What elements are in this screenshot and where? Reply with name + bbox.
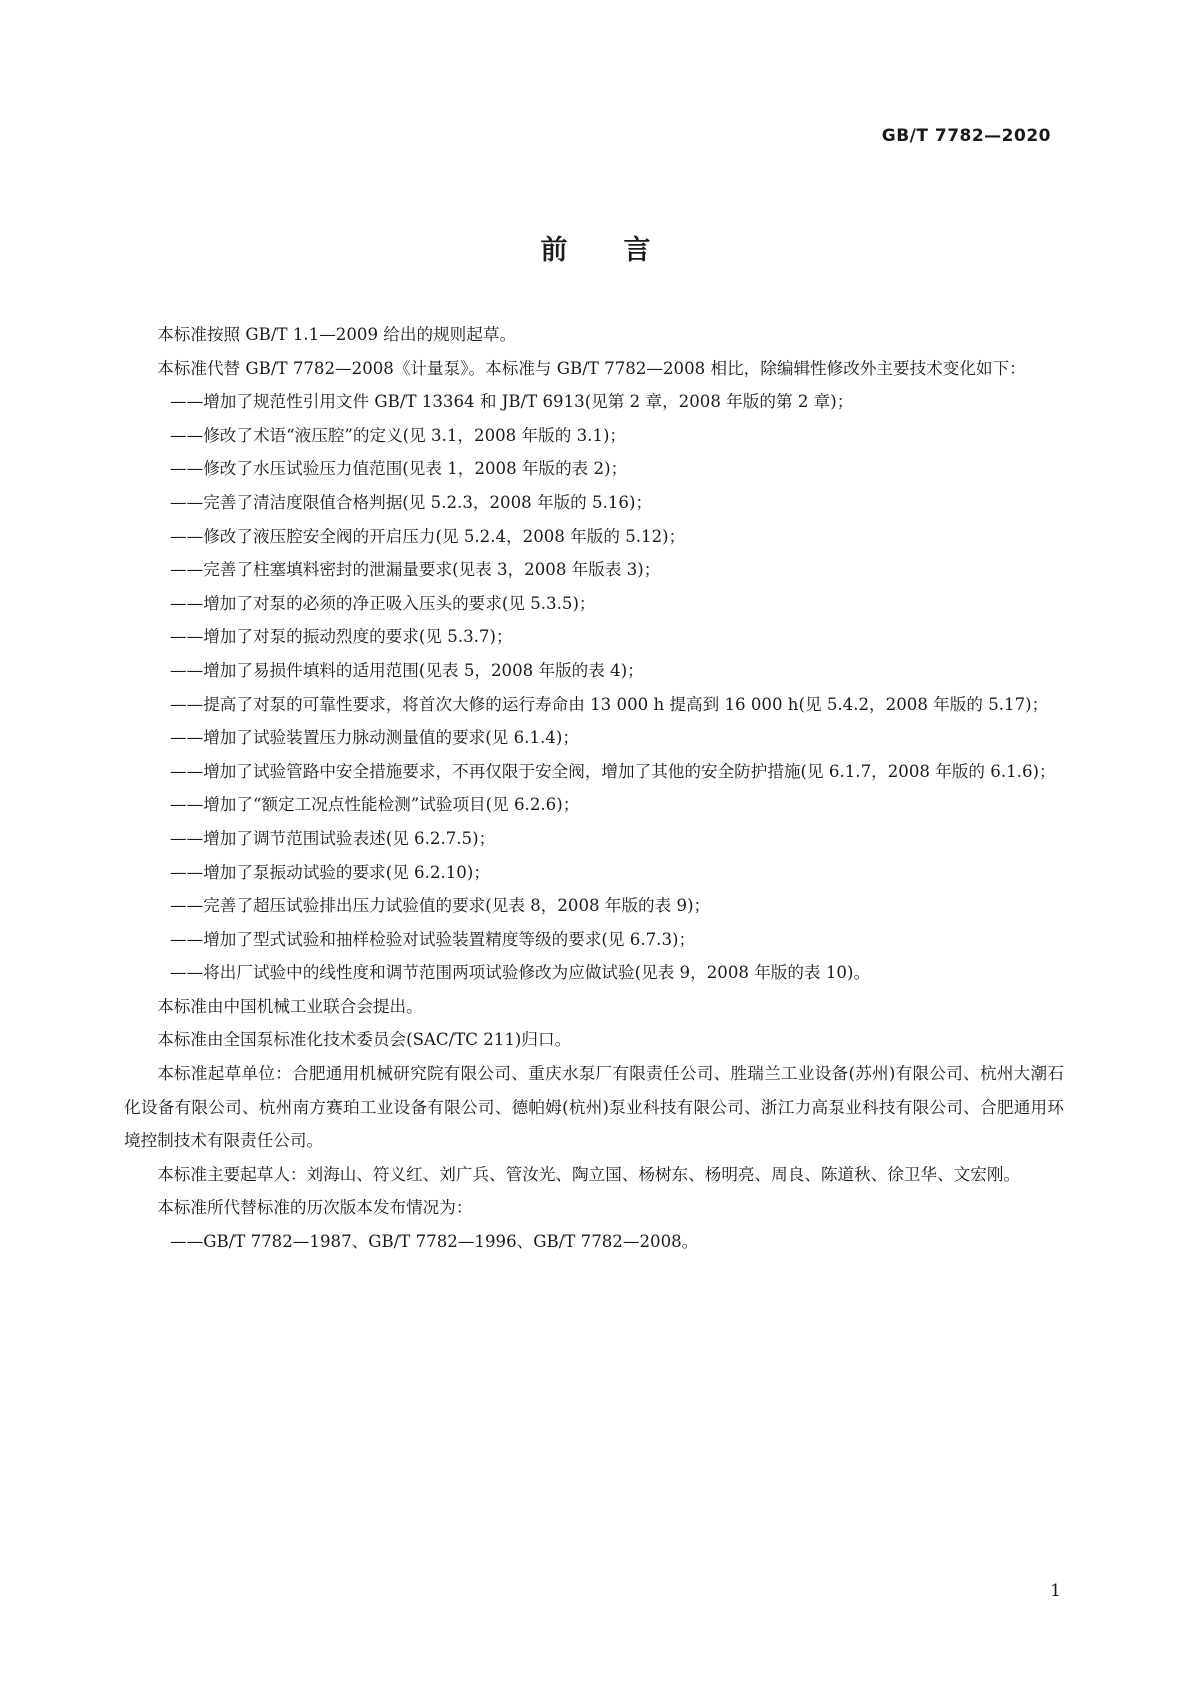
list-item: ——增加了对泵的振动烈度的要求(见 5.3.7)；: [170, 627, 513, 647]
paragraph: 本标准由全国泵标准化技术委员会(SAC/TC 211)归口。: [157, 1030, 572, 1050]
list-item: ——完善了柱塞填料密封的泄漏量要求(见表 3，2008 年版表 3)；: [170, 560, 661, 580]
list-item: ——修改了液压腔安全阀的开启压力(见 5.2.4，2008 年版的 5.12)；: [170, 526, 686, 546]
page-number: 1: [1050, 1581, 1061, 1601]
list-item: ——增加了型式试验和抽样检验对试验装置精度等级的要求(见 6.7.3)；: [170, 929, 696, 949]
list-item: ——完善了清洁度限值合格判据(见 5.2.3，2008 年版的 5.16)；: [170, 492, 653, 512]
list-item: ——修改了术语“液压腔”的定义(见 3.1，2008 年版的 3.1)；: [170, 425, 627, 445]
list-item: ——将出厂试验中的线性度和调节范围两项试验修改为应做试验(见表 9，2008 年版的表 10)。: [170, 963, 871, 983]
list-item: ——增加了规范性引用文件 GB/T 13364 和 JB/T 6913(见第 2 章，2008 年版的第 2 章)；: [170, 392, 854, 412]
list-item: ——增加了调节范围试验表述(见 6.2.7.5)；: [170, 828, 496, 848]
page-title: 前言: [540, 235, 707, 266]
list-item: ——增加了对泵的必须的净正吸入压头的要求(见 5.3.5)；: [170, 593, 596, 613]
list-item: ——增加了易损件填料的适用范围(见表 5，2008 年版的表 4)；: [170, 660, 644, 680]
list-item: ——修改了水压试验压力值范围(见表 1，2008 年版的表 2)；: [170, 459, 628, 479]
paragraph: 本标准主要起草人：刘海山、符义红、刘广兵、管汝光、陶立国、杨树东、杨明亮、周良、陈道秋、徐卫华、文宏刚。: [157, 1164, 1021, 1184]
paragraph: 本标准按照 GB/T 1.1—2009 给出的规则起草。: [157, 325, 517, 344]
list-item: ——增加了试验装置压力脉动测量值的要求(见 6.1.4)；: [170, 728, 579, 748]
list-item: ——增加了试验管路中安全措施要求，不再仅限于安全阀，增加了其他的安全防护措施(见 6.1.7，2008 年版的 6.1.6)；: [170, 761, 1056, 781]
list-item: ——增加了泵振动试验的要求(见 6.2.10)；: [170, 862, 490, 882]
list-item: ——完善了超压试验排出压力试验值的要求(见表 8，2008 年版的表 9)；: [170, 896, 711, 916]
paragraph: 本标准由中国机械工业联合会提出。: [157, 996, 423, 1016]
paragraph: 本标准起草单位：合肥通用机械研究院有限公司、重庆水泵厂有限责任公司、胜瑞兰工业设备(苏州)有限公司、杭州大潮石化设备有限公司、杭州南方赛珀工业设备有限公司、德帕姆(杭州)泵业科技有限公司、浙江力高泵业科技有限公司、合肥通用环境控制技术有限责任公司。: [124, 1064, 1064, 1151]
paragraph: 本标准所代替标准的历次版本发布情况为：: [157, 1198, 473, 1218]
paragraph: 本标准代替 GB/T 7782—2008《计量泵》。本标准与 GB/T 7782—2008 相比，除编辑性修改外主要技术变化如下：: [157, 358, 1026, 378]
standard-code: GB/T 7782—2020: [881, 126, 1051, 146]
document-body: [124, 318, 1064, 1259]
list-item: ——提高了对泵的可靠性要求，将首次大修的运行寿命由 13 000 h 提高到 16 000 h(见 5.4.2，2008 年版的 5.17)；: [170, 694, 1049, 714]
list-item: ——GB/T 7782—1987、GB/T 7782—1996、GB/T 7782—2008。: [170, 1232, 699, 1252]
list-item: ——增加了“额定工况点性能检测”试验项目(见 6.2.6)；: [170, 795, 580, 815]
